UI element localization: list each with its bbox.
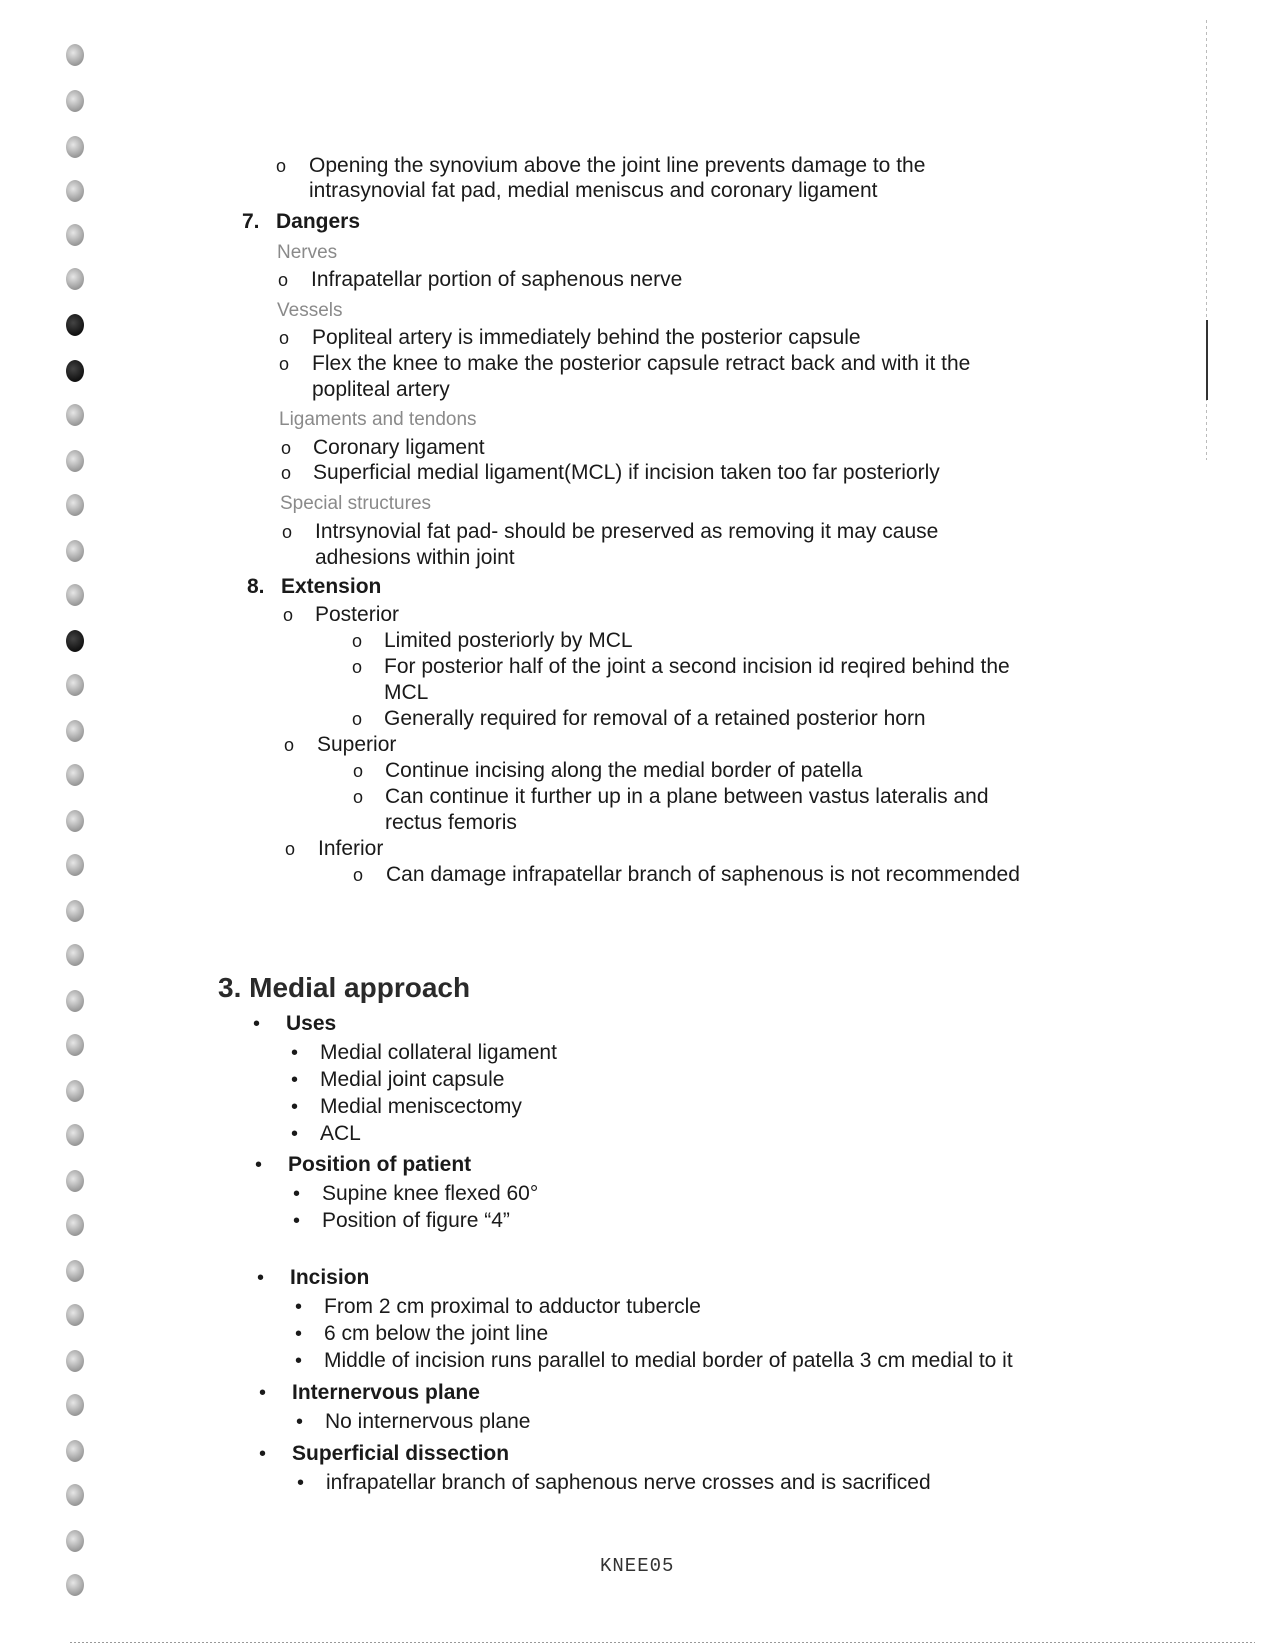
text-line: Inferior: [318, 837, 384, 860]
text-line: Superficial medial ligament(MCL) if incision taken too far posteriorly: [313, 461, 940, 484]
list-title: Superficial dissection: [292, 1442, 510, 1465]
list-item: Medial collateral ligament: [320, 1041, 557, 1064]
list-item: 6 cm below the joint line: [324, 1322, 549, 1345]
binder-hole: [66, 1260, 84, 1282]
text-line: MCL: [384, 681, 429, 704]
binder-hole: [66, 540, 84, 562]
list-item: From 2 cm proximal to adductor tubercle: [324, 1295, 701, 1318]
dot-bullet: •: [293, 1210, 301, 1232]
binder-hole: [66, 900, 84, 922]
list-item: Middle of incision runs parallel to medial border of patella 3 cm medial to it: [324, 1349, 1013, 1372]
binder-hole: [66, 630, 84, 652]
list-item: No internervous plane: [325, 1410, 531, 1433]
dot-bullet: •: [259, 1443, 267, 1465]
text-line: Posterior: [315, 603, 400, 626]
dot-bullet: •: [291, 1123, 299, 1145]
list-title: Incision: [290, 1266, 370, 1289]
dot-bullet: •: [296, 1411, 304, 1433]
text-line: intrasynovial fat pad, medial meniscus and coronary ligament: [309, 179, 878, 202]
text-line: Coronary ligament: [313, 436, 485, 459]
binder-hole: [66, 810, 84, 832]
binder-hole: [66, 1440, 84, 1462]
binder-hole: [66, 360, 84, 382]
list-item: Position of figure “4”: [322, 1209, 510, 1232]
binder-hole: [66, 494, 84, 516]
circle-bullet: o: [281, 463, 292, 483]
dot-bullet: •: [291, 1042, 299, 1064]
section-number: 7.: [242, 210, 260, 233]
text-line: Intrsynovial fat pad- should be preserved as removing it may cause: [315, 520, 939, 543]
text-line: Superior: [317, 733, 397, 756]
list-item: Medial joint capsule: [320, 1068, 505, 1091]
circle-bullet: o: [284, 735, 295, 755]
binder-hole: [66, 180, 84, 202]
dot-bullet: •: [257, 1267, 265, 1289]
binder-hole: [66, 404, 84, 426]
subheading: Ligaments and tendons: [279, 409, 477, 430]
dot-bullet: •: [255, 1154, 263, 1176]
circle-bullet: o: [353, 761, 364, 781]
circle-bullet: o: [353, 787, 364, 807]
scan-edge-mark: [1206, 320, 1208, 400]
binder-hole: [66, 268, 84, 290]
binder-hole: [66, 1304, 84, 1326]
binder-hole: [66, 1350, 84, 1372]
binder-hole: [66, 1214, 84, 1236]
list-item: ACL: [320, 1122, 361, 1145]
circle-bullet: o: [281, 438, 292, 458]
section-heading: 3. Medial approach: [218, 972, 471, 1003]
circle-bullet: o: [352, 709, 363, 729]
circle-bullet: o: [276, 156, 287, 176]
circle-bullet: o: [353, 865, 364, 885]
dot-bullet: •: [295, 1296, 303, 1318]
binder-hole: [66, 136, 84, 158]
binder-hole: [66, 90, 84, 112]
circle-bullet: o: [352, 631, 363, 651]
binder-hole: [66, 224, 84, 246]
text-line: Can damage infrapatellar branch of saphenous is not recommended: [386, 863, 1020, 886]
binder-hole: [66, 854, 84, 876]
circle-bullet: o: [283, 605, 294, 625]
subheading: Vessels: [277, 300, 343, 321]
list-item: infrapatellar branch of saphenous nerve crosses and is sacrificed: [326, 1471, 931, 1494]
binder-hole: [66, 1170, 84, 1192]
binder-hole: [66, 44, 84, 66]
binder-hole: [66, 1484, 84, 1506]
text-line: Can continue it further up in a plane between vastus lateralis and: [385, 785, 989, 808]
binder-hole: [66, 764, 84, 786]
list-title: Position of patient: [288, 1153, 472, 1176]
circle-bullet: o: [282, 522, 293, 542]
dot-bullet: •: [259, 1382, 267, 1404]
section-number: 8.: [247, 575, 265, 598]
subheading: Nerves: [277, 242, 338, 263]
list-title: Uses: [286, 1012, 337, 1035]
binder-hole: [66, 584, 84, 606]
text-line: adhesions within joint: [315, 546, 515, 569]
list-item: Supine knee flexed 60°: [322, 1182, 539, 1205]
circle-bullet: o: [285, 839, 296, 859]
section-title: Dangers: [276, 210, 361, 233]
binder-hole: [66, 1080, 84, 1102]
binder-hole: [66, 314, 84, 336]
list-item: Medial meniscectomy: [320, 1095, 522, 1118]
circle-bullet: o: [279, 328, 290, 348]
text-line: Infrapatellar portion of saphenous nerve: [311, 268, 683, 291]
circle-bullet: o: [278, 270, 289, 290]
binder-hole: [66, 1574, 84, 1596]
dot-bullet: •: [293, 1183, 301, 1205]
text-line: Generally required for removal of a retained posterior horn: [384, 707, 926, 730]
binder-hole: [66, 1530, 84, 1552]
binder-hole: [66, 1394, 84, 1416]
dot-bullet: •: [253, 1013, 261, 1035]
binder-hole: [66, 674, 84, 696]
binder-hole: [66, 1124, 84, 1146]
binder-hole: [66, 990, 84, 1012]
binder-hole: [66, 450, 84, 472]
list-title: Internervous plane: [292, 1381, 480, 1404]
page-footer: KNEE05: [600, 1555, 675, 1577]
text-line: Limited posteriorly by MCL: [384, 629, 633, 652]
section-title: Extension: [281, 575, 382, 598]
dot-bullet: •: [295, 1323, 303, 1345]
dot-bullet: •: [291, 1096, 299, 1118]
text-line: Flex the knee to make the posterior capsule retract back and with it the: [312, 352, 971, 375]
binder-hole: [66, 944, 84, 966]
dot-bullet: •: [291, 1069, 299, 1091]
text-line: Opening the synovium above the joint line prevents damage to the: [309, 154, 926, 177]
text-line: Continue incising along the medial border of patella: [385, 759, 863, 782]
text-line: popliteal artery: [312, 378, 450, 401]
binder-hole: [66, 1034, 84, 1056]
text-line: rectus femoris: [385, 811, 517, 834]
scan-bottom-edge: [70, 1642, 1255, 1643]
text-line: For posterior half of the joint a second incision id reqired behind the: [384, 655, 1010, 678]
circle-bullet: o: [352, 657, 363, 677]
subheading: Special structures: [280, 493, 432, 514]
circle-bullet: o: [279, 354, 290, 374]
dot-bullet: •: [295, 1350, 303, 1372]
binder-holes: [66, 40, 96, 1620]
text-line: Popliteal artery is immediately behind the posterior capsule: [312, 326, 861, 349]
binder-hole: [66, 720, 84, 742]
dot-bullet: •: [297, 1472, 305, 1494]
